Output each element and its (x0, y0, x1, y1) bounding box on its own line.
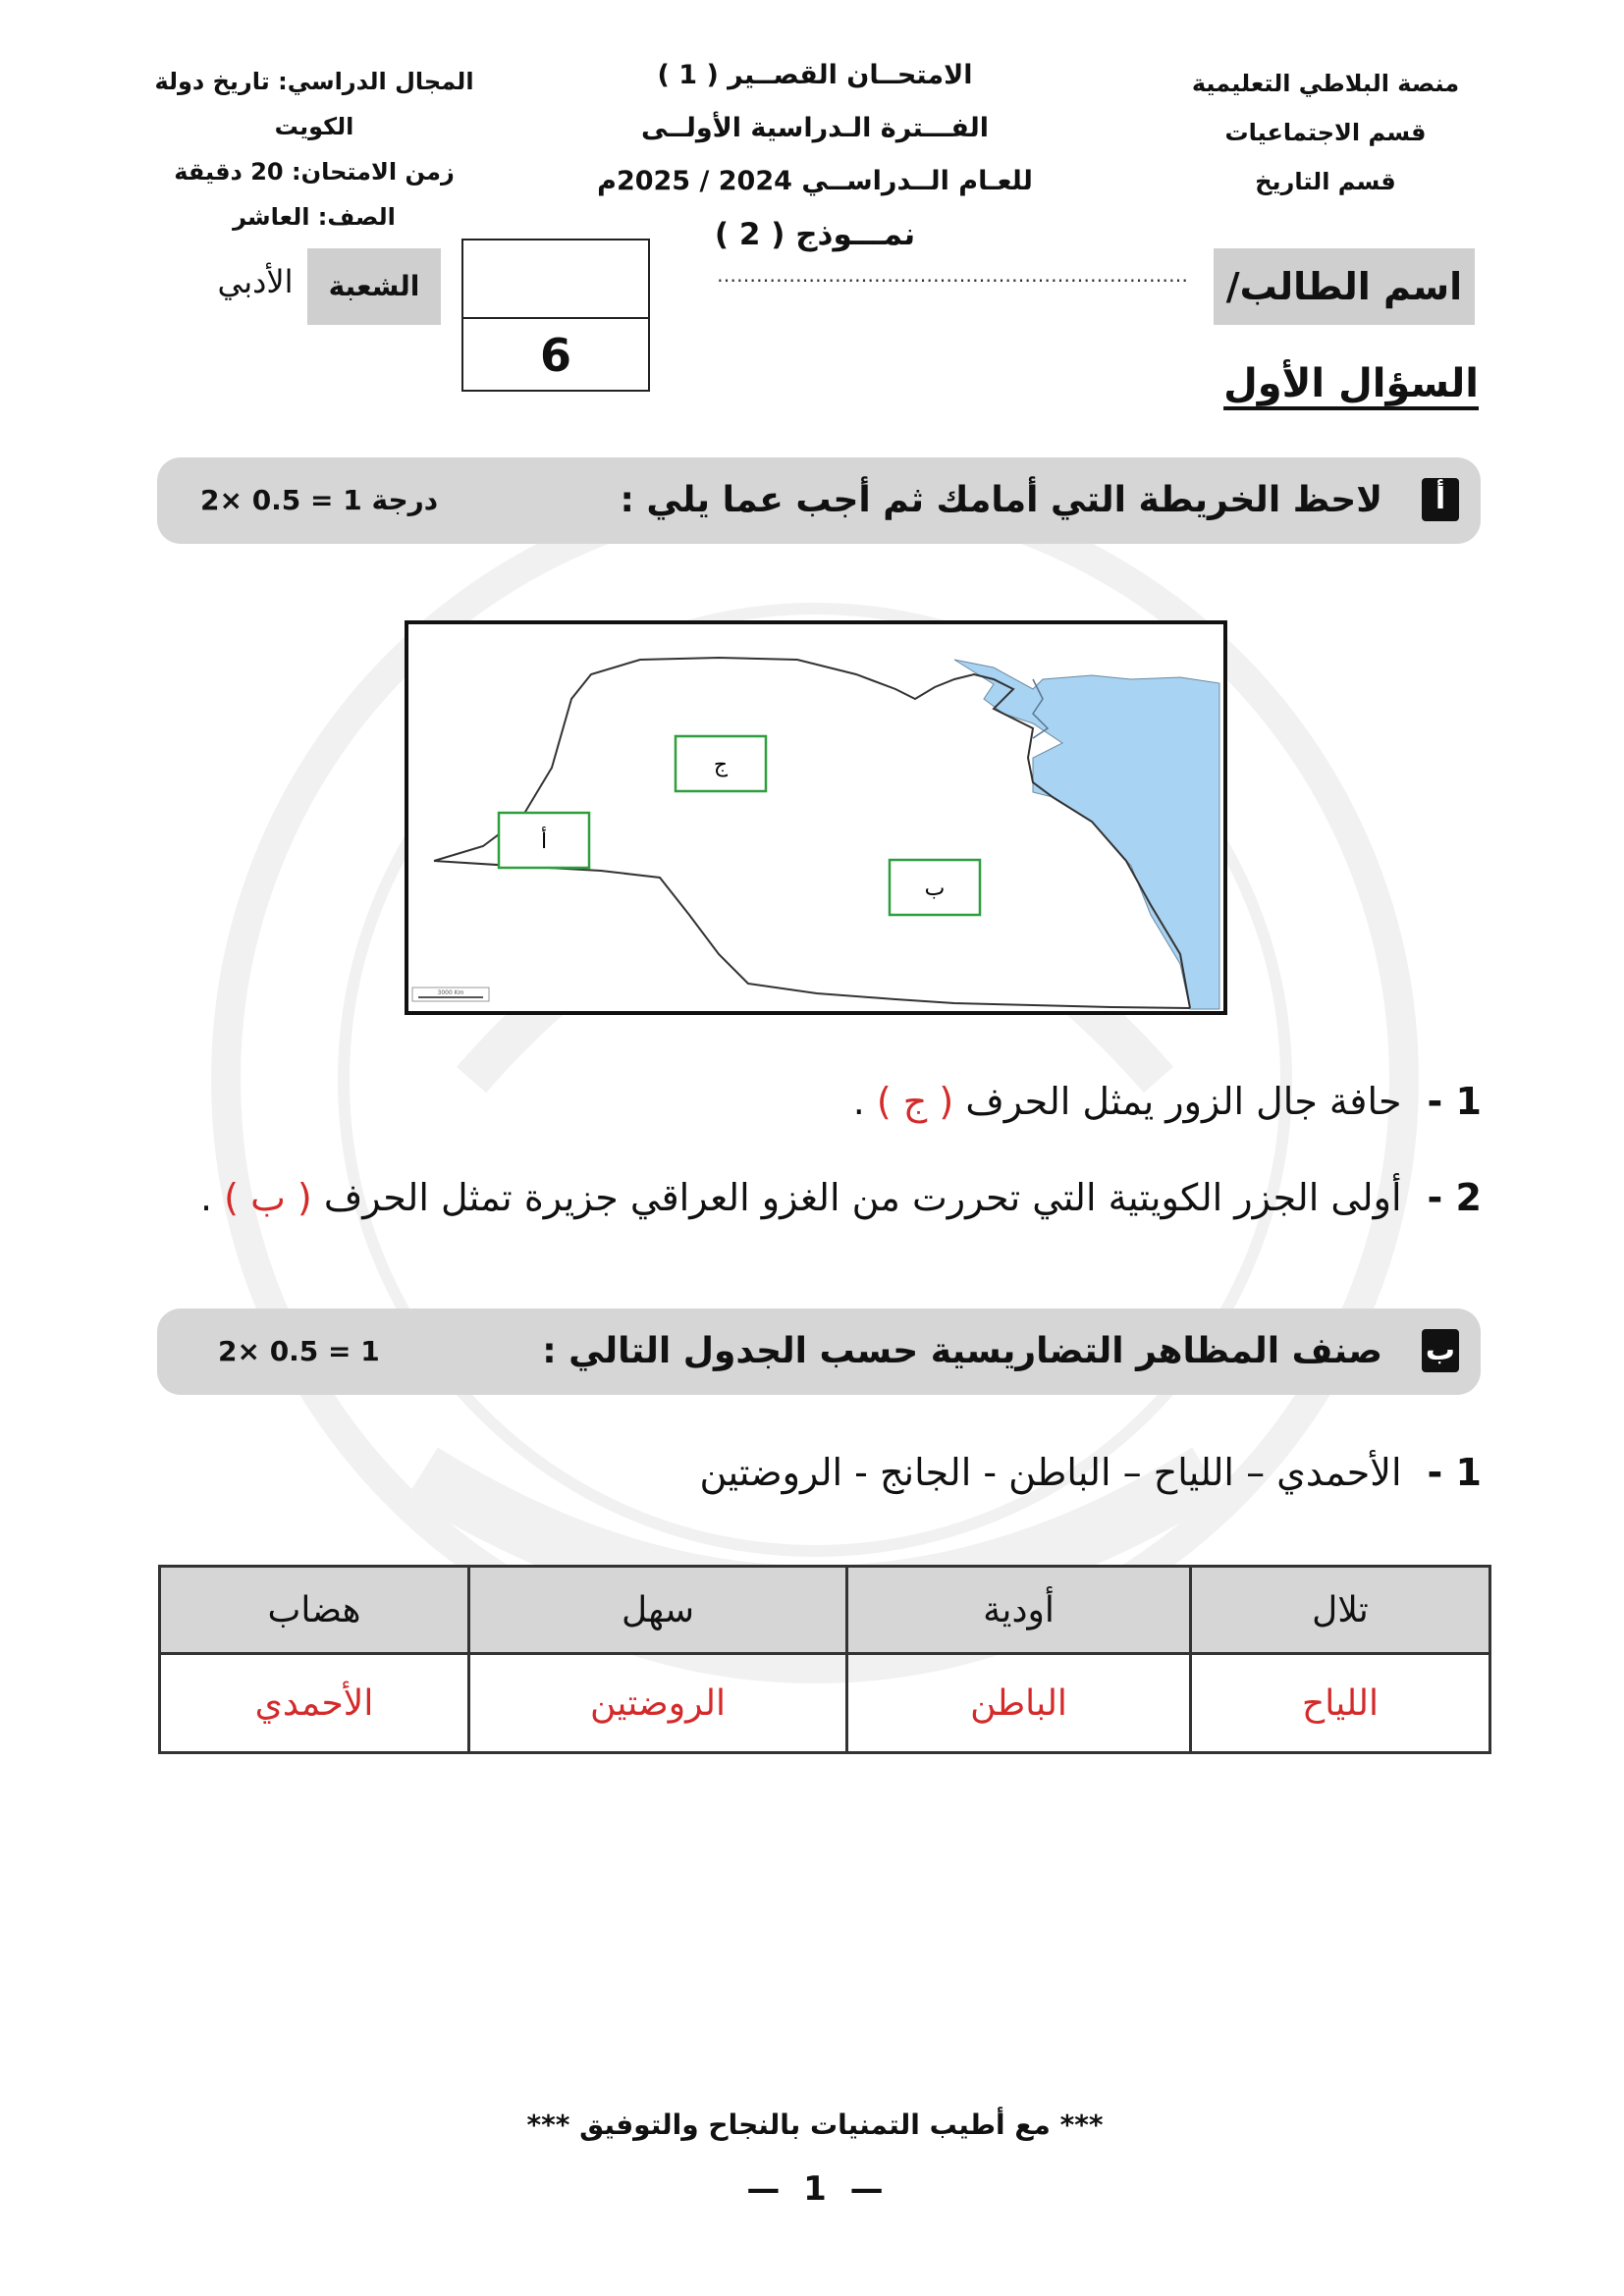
exam-year: للعـام الــدراســي 2024 / 2025م (597, 166, 1033, 196)
part-a-title: لاحظ الخريطة التي أمامك ثم أجب عما يلي : (620, 480, 1382, 520)
score-box (461, 239, 650, 392)
item-text: أولى الجزر الكويتية التي تحررت من الغزو العراقي جزيرة تمثل الحرف (323, 1176, 1402, 1219)
item-end: . (852, 1080, 865, 1123)
page-number-value: 1 (803, 2169, 827, 2209)
table-header-row (160, 1567, 1490, 1654)
header-left-block (137, 59, 491, 240)
table-answer-cell[interactable]: اللياح (1191, 1654, 1490, 1753)
part-b-marks: 2× 0.5 = 1 (218, 1335, 380, 1367)
student-name-label: اسم الطالب/ (1214, 248, 1475, 325)
score-value: 6 (539, 329, 571, 382)
map-scale-text: 3000 Km (437, 989, 464, 996)
branch-label: الشعبة (307, 248, 441, 325)
item-number: 1 - (1427, 1080, 1482, 1123)
platform-name: منصة البلاطي التعليمية (1191, 70, 1460, 97)
page-number (727, 2169, 903, 2209)
part-a-badge: أ (1422, 478, 1459, 521)
map-label-j: ج (713, 753, 729, 777)
subject-field-cont: الكويت (274, 113, 354, 140)
item-text: حافة جال الزور يمثل الحرف (965, 1080, 1402, 1123)
grade-level: الصف: العاشر (233, 203, 396, 231)
page-dash-left: — (746, 2169, 781, 2209)
page-dash-right: — (849, 2169, 884, 2209)
exam-title: الامتحــان القصــير ( 1 ) (657, 60, 973, 90)
item-answer: ( ج ) (876, 1080, 954, 1123)
exam-model: نمـــوذج ( 2 ) (714, 217, 916, 252)
score-divider (463, 317, 648, 319)
terrain-table (158, 1565, 1491, 1754)
item-text: الأحمدي – اللياح – الباطن - الجانج - الروضتين (699, 1451, 1402, 1494)
table-header-cell: تلال (1191, 1567, 1490, 1654)
part-a-bar (157, 457, 1481, 544)
exam-duration: زمن الامتحان: 20 دقيقة (174, 158, 455, 186)
part-b-item-1 (700, 1451, 1482, 1494)
table-header-cell: هضاب (160, 1567, 469, 1654)
item-number: 2 - (1427, 1176, 1482, 1219)
part-b-title: صنف المظاهر التضاريسية حسب الجدول التالي : (542, 1331, 1382, 1371)
footer-wish: *** مع أطيب التمنيات بالنجاح والتوفيق *** (526, 2109, 1104, 2141)
header-right-block (1149, 59, 1502, 206)
subject-field: المجال الدراسي: تاريخ دولة (154, 68, 474, 95)
branch-value: الأدبي (217, 263, 294, 300)
student-name-field[interactable]: ……………………………………………………………… (717, 263, 1188, 287)
map-label-a: أ (540, 829, 548, 854)
item-answer: ( ب ) (224, 1176, 312, 1219)
map-label-b: ب (924, 877, 946, 901)
part-b-badge: ب (1422, 1329, 1459, 1372)
exam-term: الفـــترة الـدراسية الأولــى (640, 113, 990, 143)
department-social: قسم الاجتماعيات (1224, 119, 1427, 146)
department-history: قسم التاريخ (1255, 168, 1396, 195)
table-answer-row (160, 1654, 1490, 1753)
question-title: السؤال الأول (1223, 361, 1479, 406)
part-b-bar (157, 1308, 1481, 1395)
table-header-cell: أودية (847, 1567, 1191, 1654)
part-a-marks: 2× 0.5 = 1 درجة (200, 484, 439, 516)
item-end: . (199, 1176, 213, 1219)
table-answer-cell[interactable]: الروضتين (469, 1654, 847, 1753)
header-center-block (550, 49, 1080, 261)
table-answer-cell[interactable]: الأحمدي (160, 1654, 469, 1753)
table-answer-cell[interactable]: الباطن (847, 1654, 1191, 1753)
table-header-cell: سهل (469, 1567, 847, 1654)
part-a-item-2 (200, 1176, 1482, 1219)
part-a-item-1 (853, 1080, 1482, 1123)
item-number: 1 - (1427, 1451, 1482, 1494)
kuwait-map (405, 620, 1227, 1015)
